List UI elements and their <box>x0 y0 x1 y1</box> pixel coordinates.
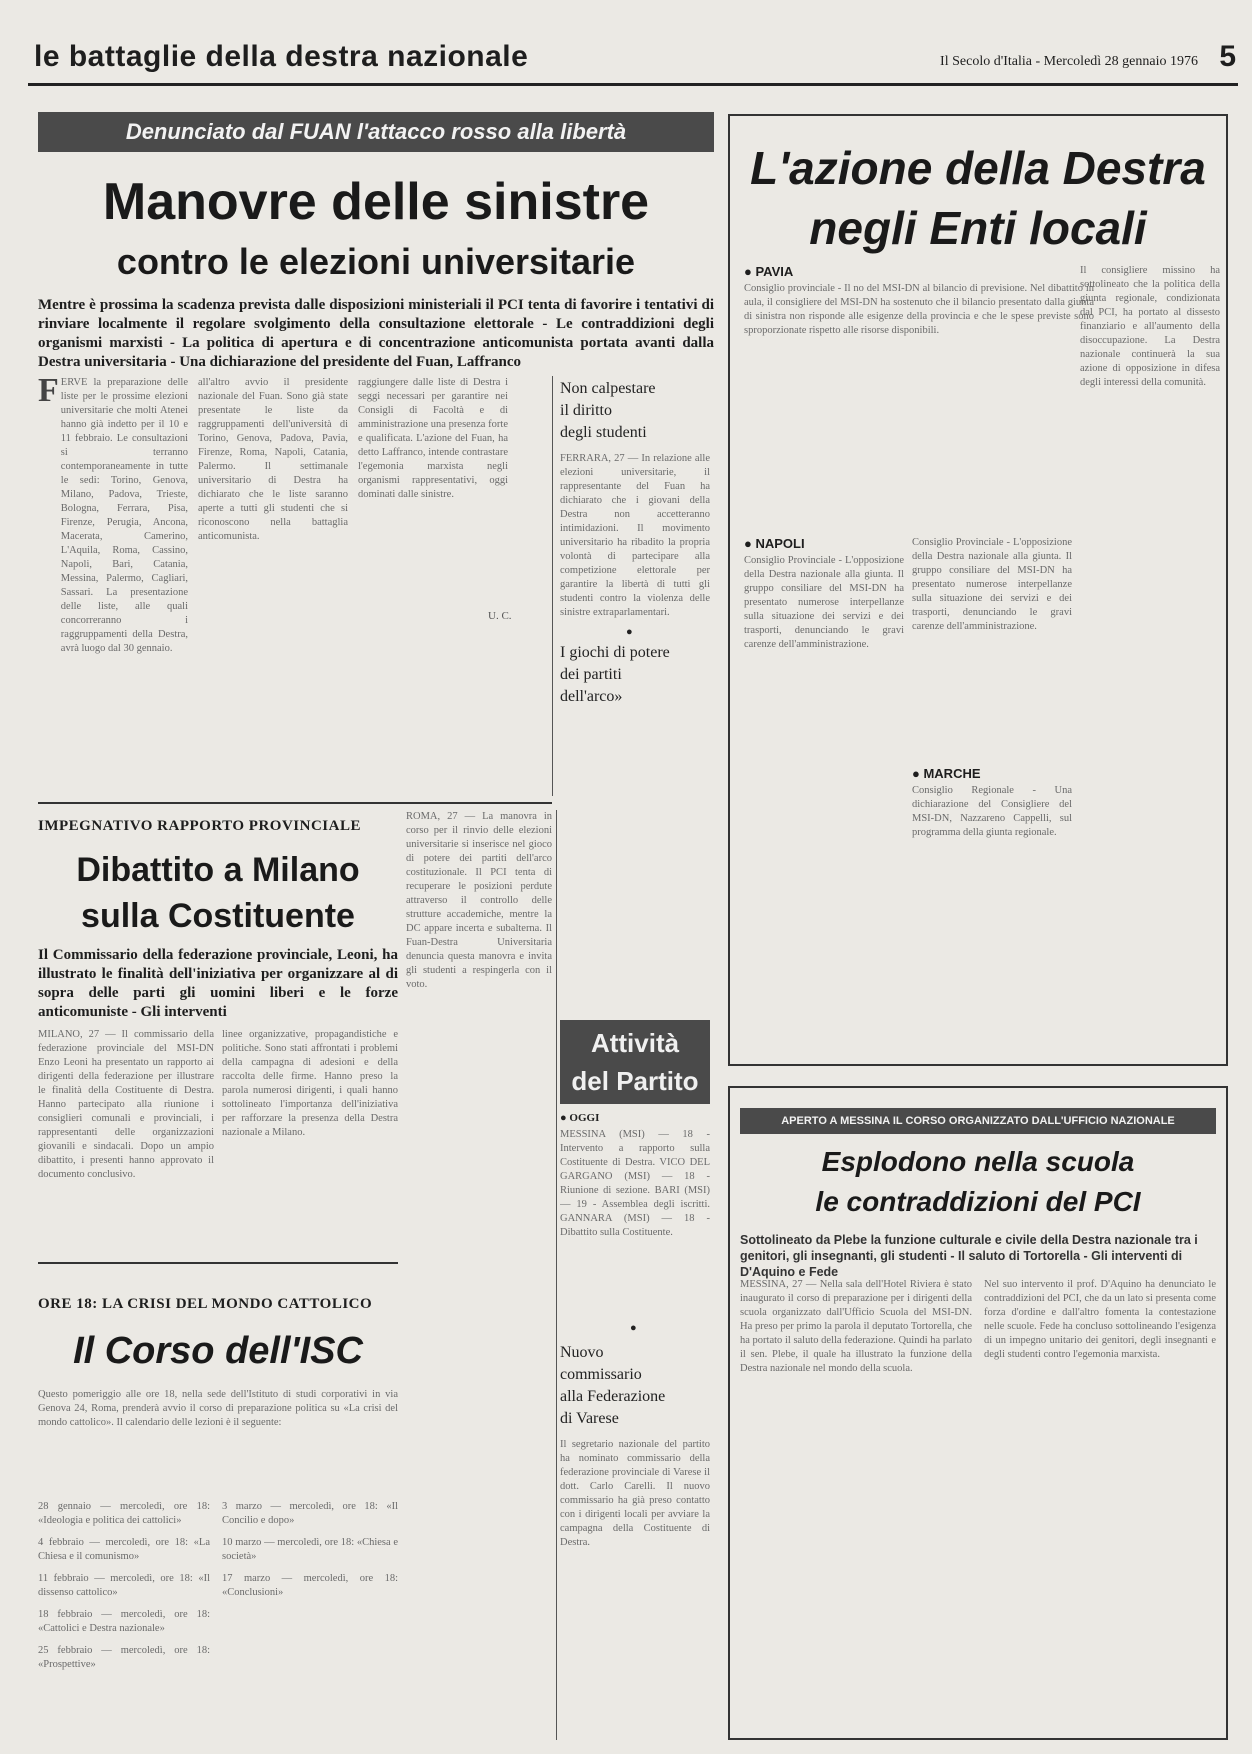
fuan-lede: Mentre è prossima la scadenza prevista dalle disposizioni ministeriali il PCI tenta di favorire i tentativi di rinviare localmente il regolare svolgimento della consultazione elettorale - Le contraddizioni degli organismi marxisti - La politica di apertura e di concentrazione anticomunista portata avanti dalla Destra universitaria - Una dichiarazione del presidente del Fuan, Laffranco <box>38 297 714 370</box>
enti-subtitle: negli Enti locali <box>809 202 1147 254</box>
napoli-text-2: Consiglio Provinciale - L'opposizione della Destra nazionale alla giunta. Il gruppo consiliare del MSI-DN ha presentato numerose interpellanze sulla situazione dei servizi e dei trasporti, denunciando le gravi carenze dell'amministrazione. <box>912 537 1072 632</box>
region-marche: ● MARCHE <box>912 766 981 781</box>
paper-dateline: Il Secolo d'Italia - Mercoledì 28 gennaio 1976 <box>940 54 1198 69</box>
fuan-kicker: Denunciato dal FUAN l'attacco rosso alla libertà <box>38 112 714 152</box>
isc-title: Il Corso dell'ISC <box>73 1330 363 1372</box>
side-text-2: ROMA, 27 — La manovra in corso per il rinvio delle elezioni universitarie si inserisce nel gioco di potere dei partiti dell'arco costituzionale. Il PCI tenta di recuperare le posizioni perdute attraverso il controllo delle strutture accademiche, mentre la DC appare incerta e subalterna. Il Fuan-Destra Universitaria denuncia questa manovra e invita gli studenti a respingerla con il voto. <box>406 811 552 990</box>
varese-text: Il segretario nazionale del partito ha nominato commissario della federazione provinciale di Varese il dott. Carlo Carelli. Il nuovo commissario ha già preso contatto con i dirigenti locali per avviare la campagna della Costituente di Destra. <box>560 1439 710 1548</box>
fuan-title: Manovre delle sinistre <box>102 173 650 231</box>
fuan-signature: U. C. <box>488 610 512 622</box>
messina-col-1: MESSINA, 27 — Nella sala dell'Hotel Riviera è stato inaugurato il corso di preparazione per i dirigenti della scuola organizzato dall'Ufficio Scuola del MSI-DN. Ha preso per primo la parola il deputato Tortorella, che ha portato il saluto della federazione. Quindi ha parlato il sen. Plebe, il quale ha illustrato la funzione della Destra nazionale nel mondo della scuola. <box>740 1279 972 1374</box>
list-item: 3 marzo — mercoledì, ore 18: «Il Concilio e dopo» <box>222 1501 398 1526</box>
attivita-subtitle: del Partito <box>571 1066 699 1096</box>
side-head-1: Non calpestare il diritto degli studenti <box>560 380 656 441</box>
fuan-col-3: raggiungere dalle liste di Destra i seggi necessari per garantire nei Consigli di Facoltà e di amministrazione una presenza forte e qualificata. L'azione del Fuan, ha detto Laffranco, intende contrastare l'egemonia marxista negli organismi rappresentativi, oggi dominati dalle sinistre. <box>358 377 508 500</box>
isc-schedule-2 <box>214 1500 398 1750</box>
isc-intro: Questo pomeriggio alle ore 18, nella sede dell'Istituto di studi corporativi in via Genova 24, Roma, prenderà avvio il corso di preparazione politica su «La crisi del mondo cattolico». Il calendario delle lezioni è il seguente: <box>38 1389 398 1428</box>
messina-kicker: APERTO A MESSINA IL CORSO ORGANIZZATO DALL'UFFICIO NAZIONALE <box>740 1108 1216 1134</box>
fuan-col-1 <box>38 372 188 776</box>
milano-title: Dibattito a Milano <box>76 851 360 889</box>
list-item: 10 marzo — mercoledì, ore 18: «Chiesa e società» <box>222 1537 398 1562</box>
oggi-label: ● OGGI <box>560 1112 600 1124</box>
region-pavia: ● PAVIA <box>744 264 794 279</box>
milano-subtitle: sulla Costituente <box>81 897 355 935</box>
isc-kicker: ORE 18: LA CRISI DEL MONDO CATTOLICO <box>38 1296 373 1312</box>
masthead <box>28 30 1238 86</box>
list-item: 25 febbraio — mercoledì, ore 18: «Prospettive» <box>38 1645 210 1670</box>
separator-dot: ● <box>630 1322 637 1334</box>
list-item: 4 febbraio — mercoledì, ore 18: «La Chiesa e il comunismo» <box>38 1537 210 1562</box>
enti-title: L'azione della Destra <box>750 142 1206 194</box>
list-item: 11 febbraio — mercoledì, ore 18: «Il dissenso cattolico» <box>38 1573 210 1598</box>
milano-lede: Il Commissario della federazione provinciale, Leoni, ha illustrato le finalità dell'iniziativa per organizzare al di sopra delle parti gli uomini liberi e le forze anticomuniste - Gli interventi <box>38 947 398 1020</box>
messina-subtitle: le contraddizioni del PCI <box>815 1186 1141 1217</box>
fuan-col-2: all'altro avvio il presidente nazionale del Fuan. Sono già state presentate le liste da raggruppamenti dell'università di Torino, Genova, Padova, Pavia, Firenze, Roma, Napoli, Catania, Palermo. Il settimanale universitario di Destra ha dichiarato che le liste saranno aperte a tutti gli studenti che si riconoscono nella battaglia anticomunista. <box>198 377 348 542</box>
milano-kicker: IMPEGNATIVO RAPPORTO PROVINCIALE <box>38 818 361 834</box>
varese-head: Nuovo commissario alla Federazione di Varese <box>560 1344 666 1427</box>
messina-title: Esplodono nella scuola <box>821 1146 1135 1177</box>
isc-schedule-1 <box>30 1500 210 1750</box>
messina-col-2: Nel suo intervento il prof. D'Aquino ha denunciato le contraddizioni del PCI, che da un lato si presenta come forza d'ordine e dall'altro fomenta la contestazione nelle scuole. Fede ha concluso sottolineando l'esigenza di un impegno unitario dei genitori, degli insegnanti e degli studenti contro l'egemonia marxista. <box>984 1279 1216 1360</box>
fuan-subtitle: contro le elezioni universitarie <box>116 241 636 282</box>
attivita-title: Attività <box>590 1028 680 1058</box>
messina-lede: Sottolineato da Plebe la funzione culturale e civile della Destra nazionale tra i genitori, gli insegnanti, gli studenti - Il saluto di Tortorella - Gli interventi di D'Aquino e Fede <box>740 1233 1198 1279</box>
pavia-text: Consiglio provinciale - Il no del MSI-DN al bilancio di previsione. Nel dibattito in aula, il consigliere del MSI-DN ha sostenuto che il bilancio presentato dalla giunta di sinistra non risponde alle esigenze della provincia e che le spese previste sono sproporzionate rispetto alle risorse disponibili. <box>744 283 1094 336</box>
attivita-box <box>560 1020 710 1104</box>
milano-col-2: linee organizzative, propagandistiche e politiche. Sono stati affrontati i problemi della campagna di adesioni e della raccolta delle firme. Hanno preso la parola numerosi dirigenti, i quali hanno sottolineato l'importanza dell'iniziativa per rafforzare la presenza della Destra nazionale a Milano. <box>222 1029 398 1138</box>
dropcap: F <box>38 372 59 409</box>
milano-col-1: MILANO, 27 — Il commissario della federazione provinciale del MSI-DN Enzo Leoni ha presentato un rapporto ai dirigenti della federazione per illustrare le finalità della Costituente di Destra. Hanno partecipato alla riunione i consiglieri comunali e provinciali, i rappresentanti delle organizzazioni giovanili e sindacali. Dopo un ampio dibattito, i presenti hanno approvato il documento conclusivo. <box>38 1029 214 1180</box>
fuan-col-1-text: ERVE la preparazione delle liste per le prossime elezioni universitarie che molti Atenei hanno già indetto per il 10 e 11 febbraio. Le consultazioni si terranno contemporaneamente in tutte le sedi: Torino, Genova, Milano, Padova, Trieste, Bologna, Ferrara, Pisa, Firenze, Perugia, Ancona, Macerata, Camerino, L'Aquila, Roma, Cassino, Napoli, Bari, Catania, Messina, Palermo, Cagliari, Sassari. La presentazione delle liste, alle quali concorreranno i raggruppamenti della Destra, avrà luogo dal 30 gennaio. <box>60 377 188 654</box>
list-item: 18 febbraio — mercoledì, ore 18: «Cattolici e Destra nazionale» <box>38 1609 210 1634</box>
section-title: le battaglie della destra nazionale <box>34 40 529 73</box>
side-head-2: I giochi di potere dei partiti dell'arco» <box>560 644 670 705</box>
page-number: 5 <box>1219 40 1236 73</box>
attivita-text: MESSINA (MSI) — 18 - Intervento a rapporto sulla Costituente di Destra. VICO DEL GARGANO (MSI) — 18 - Riunione di sezione. BARI (MSI) — 19 - Assemblea degli iscritti. GANNARA (MSI) — 18 - Dibattito sulla Costituente. <box>560 1129 710 1238</box>
separator-dot: ● <box>626 626 633 638</box>
side-text-1: FERRARA, 27 — In relazione alle elezioni universitarie, il rappresentante del Fuan ha dichiarato che i giovani della Destra non accetteranno intimidazioni. Il movimento universitario ha ribadito la propria volontà di partecipare alla competizione elettorale per garantire la libertà di tutti gli studenti contro la violenza delle sinistre extraparlamentari. <box>560 453 710 618</box>
list-item: 28 gennaio — mercoledì, ore 18: «Ideologia e politica dei cattolici» <box>38 1501 210 1526</box>
enti-col-3: Il consigliere missino ha sottolineato che la politica della giunta regionale, condizionata dal PCI, ha portato al dissesto finanziario e all'aumento della disoccupazione. La Destra nazionale continuerà la sua azione di opposizione in difesa degli interessi della comunità. <box>1080 265 1220 388</box>
napoli-text-1: Consiglio Provinciale - L'opposizione della Destra nazionale alla giunta. Il gruppo consiliare del MSI-DN ha presentato numerose interpellanze sulla situazione dei servizi e dei trasporti, denunciando le gravi carenze dell'amministrazione. <box>744 555 904 650</box>
marche-text: Consiglio Regionale - Una dichiarazione del Consigliere del MSI-DN, Nazzareno Cappelli, sul programma della giunta regionale. <box>912 785 1072 838</box>
list-item: 17 marzo — mercoledì, ore 18: «Conclusioni» <box>222 1573 398 1598</box>
region-napoli: ● NAPOLI <box>744 536 805 551</box>
